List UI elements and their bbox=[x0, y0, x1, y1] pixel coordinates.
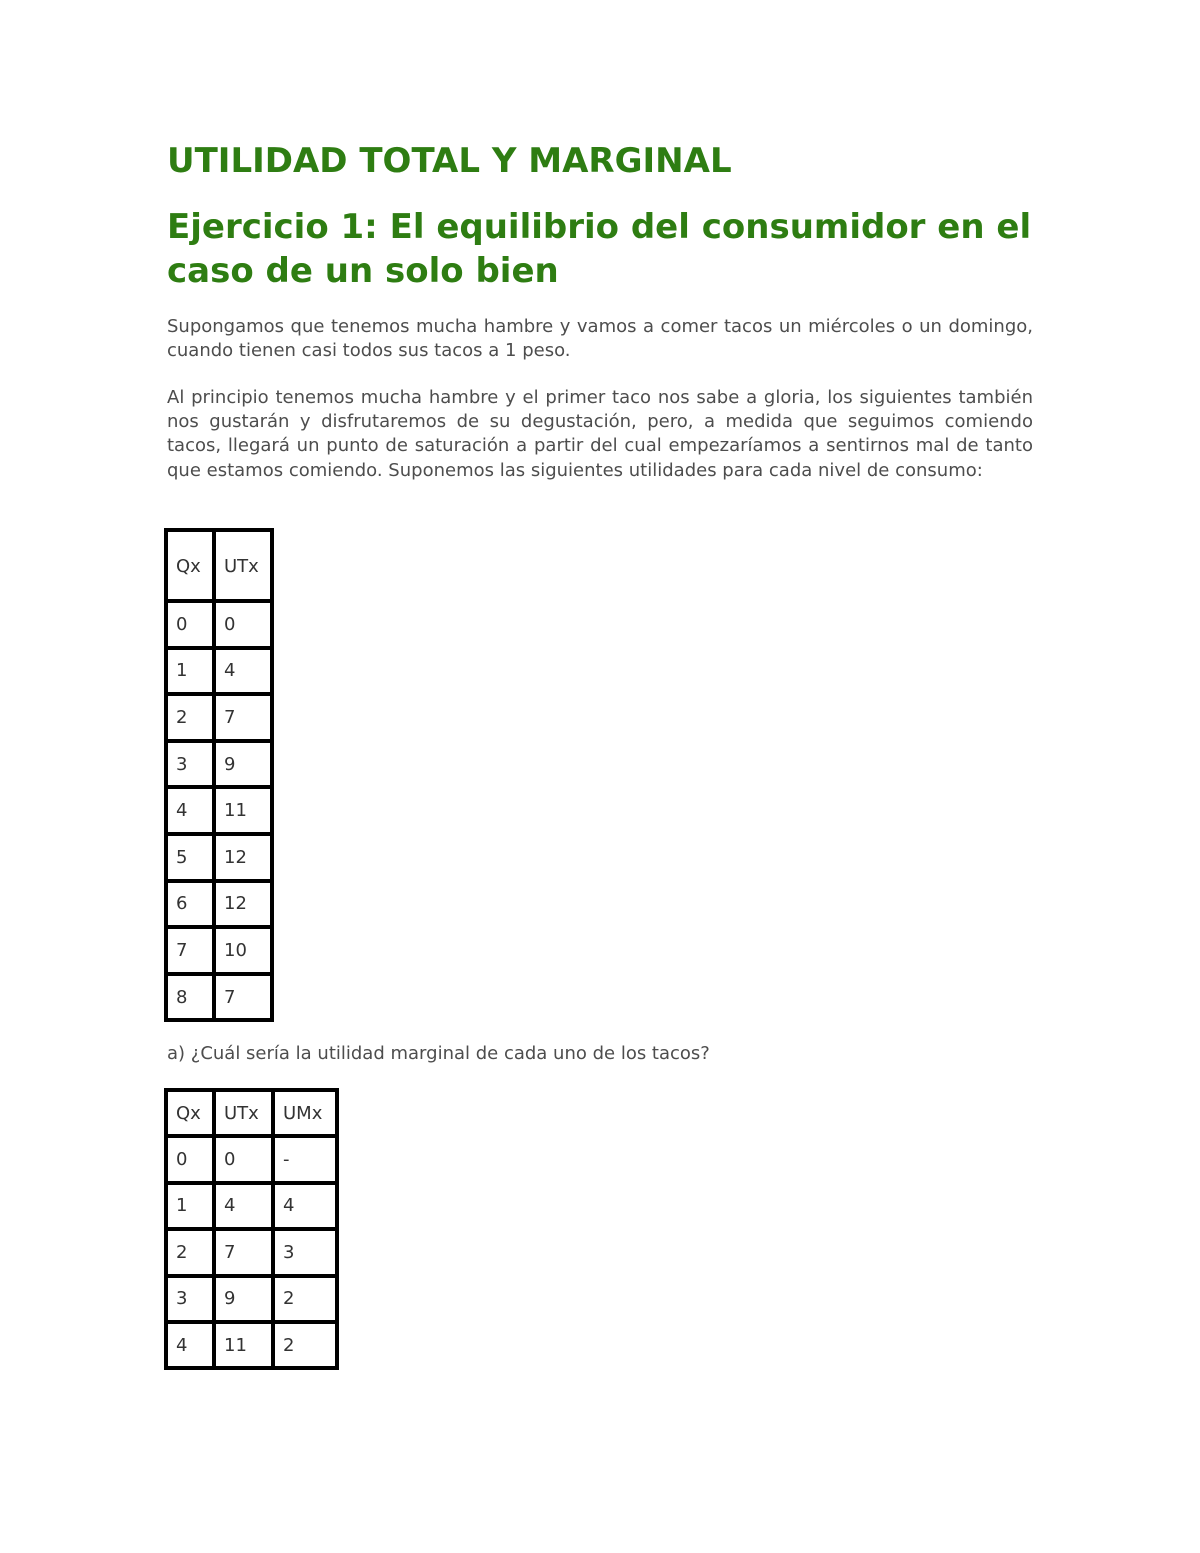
cell-utx: 9 bbox=[214, 1276, 273, 1322]
table-row bbox=[166, 1136, 337, 1182]
table-row bbox=[166, 974, 272, 1021]
cell-utx: 11 bbox=[214, 787, 272, 834]
marginal-utility-table bbox=[164, 1088, 339, 1370]
table-row bbox=[166, 1322, 337, 1368]
cell-utx: 7 bbox=[214, 974, 272, 1021]
cell-utx: 4 bbox=[214, 648, 272, 695]
table-row bbox=[166, 601, 272, 648]
question-a: a) ¿Cuál sería la utilidad marginal de cada uno de los tacos? bbox=[167, 1043, 710, 1064]
cell-umx: 3 bbox=[273, 1229, 337, 1275]
table-row bbox=[166, 1276, 337, 1322]
cell-utx: 12 bbox=[214, 834, 272, 881]
cell-qx: 3 bbox=[166, 1276, 214, 1322]
cell-qx: 0 bbox=[166, 601, 214, 648]
table-row bbox=[166, 787, 272, 834]
header-cell-utx: UTx bbox=[214, 530, 272, 601]
cell-utx: 4 bbox=[214, 1183, 273, 1229]
header-cell-qx: Qx bbox=[166, 1090, 214, 1136]
cell-qx: 4 bbox=[166, 787, 214, 834]
table-row bbox=[166, 834, 272, 881]
cell-qx: 4 bbox=[166, 1322, 214, 1368]
table-row bbox=[166, 927, 272, 974]
cell-qx: 2 bbox=[166, 694, 214, 741]
cell-utx: 0 bbox=[214, 601, 272, 648]
table-row bbox=[166, 881, 272, 928]
intro-paragraph: Supongamos que tenemos mucha hambre y vamos a comer tacos un miércoles o un domingo, cuando tienen casi todos sus tacos a 1 peso. bbox=[167, 316, 1033, 362]
table-row bbox=[166, 741, 272, 788]
cell-qx: 6 bbox=[166, 881, 214, 928]
table-row bbox=[166, 1229, 337, 1275]
cell-utx: 0 bbox=[214, 1136, 273, 1182]
cell-qx: 5 bbox=[166, 834, 214, 881]
cell-utx: 7 bbox=[214, 1229, 273, 1275]
table-header-row bbox=[166, 1090, 337, 1136]
cell-qx: 7 bbox=[166, 927, 214, 974]
cell-utx: 12 bbox=[214, 881, 272, 928]
header-cell-utx: UTx bbox=[214, 1090, 273, 1136]
table-header-row bbox=[166, 530, 272, 601]
cell-qx: 3 bbox=[166, 741, 214, 788]
explanation-paragraph: Al principio tenemos mucha hambre y el primer taco nos sabe a gloria, los siguientes también nos gustarán y disfrutaremos de su degustación, pero, a medida que seguimos comiendo tacos, llegará un punto de saturación a partir del cual empezaríamos a sentirnos mal de tanto que estamos comiendo. Suponemos las siguientes utilidades para cada nivel de consumo: bbox=[167, 387, 1033, 481]
cell-utx: 7 bbox=[214, 694, 272, 741]
cell-qx: 0 bbox=[166, 1136, 214, 1182]
cell-umx: 2 bbox=[273, 1276, 337, 1322]
cell-utx: 10 bbox=[214, 927, 272, 974]
cell-qx: 1 bbox=[166, 1183, 214, 1229]
page-title: UTILIDAD TOTAL Y MARGINAL bbox=[167, 141, 732, 181]
header-cell-qx: Qx bbox=[166, 530, 214, 601]
table-row bbox=[166, 694, 272, 741]
cell-umx: 2 bbox=[273, 1322, 337, 1368]
cell-qx: 8 bbox=[166, 974, 214, 1021]
utility-table bbox=[164, 528, 274, 1022]
cell-utx: 9 bbox=[214, 741, 272, 788]
header-cell-umx: UMx bbox=[273, 1090, 337, 1136]
cell-qx: 2 bbox=[166, 1229, 214, 1275]
exercise-heading: Ejercicio 1: El equilibrio del consumidor en el caso de un solo bien bbox=[167, 207, 1032, 291]
table-row bbox=[166, 1183, 337, 1229]
cell-qx: 1 bbox=[166, 648, 214, 695]
cell-utx: 11 bbox=[214, 1322, 273, 1368]
cell-umx: - bbox=[273, 1136, 337, 1182]
cell-umx: 4 bbox=[273, 1183, 337, 1229]
table-row bbox=[166, 648, 272, 695]
